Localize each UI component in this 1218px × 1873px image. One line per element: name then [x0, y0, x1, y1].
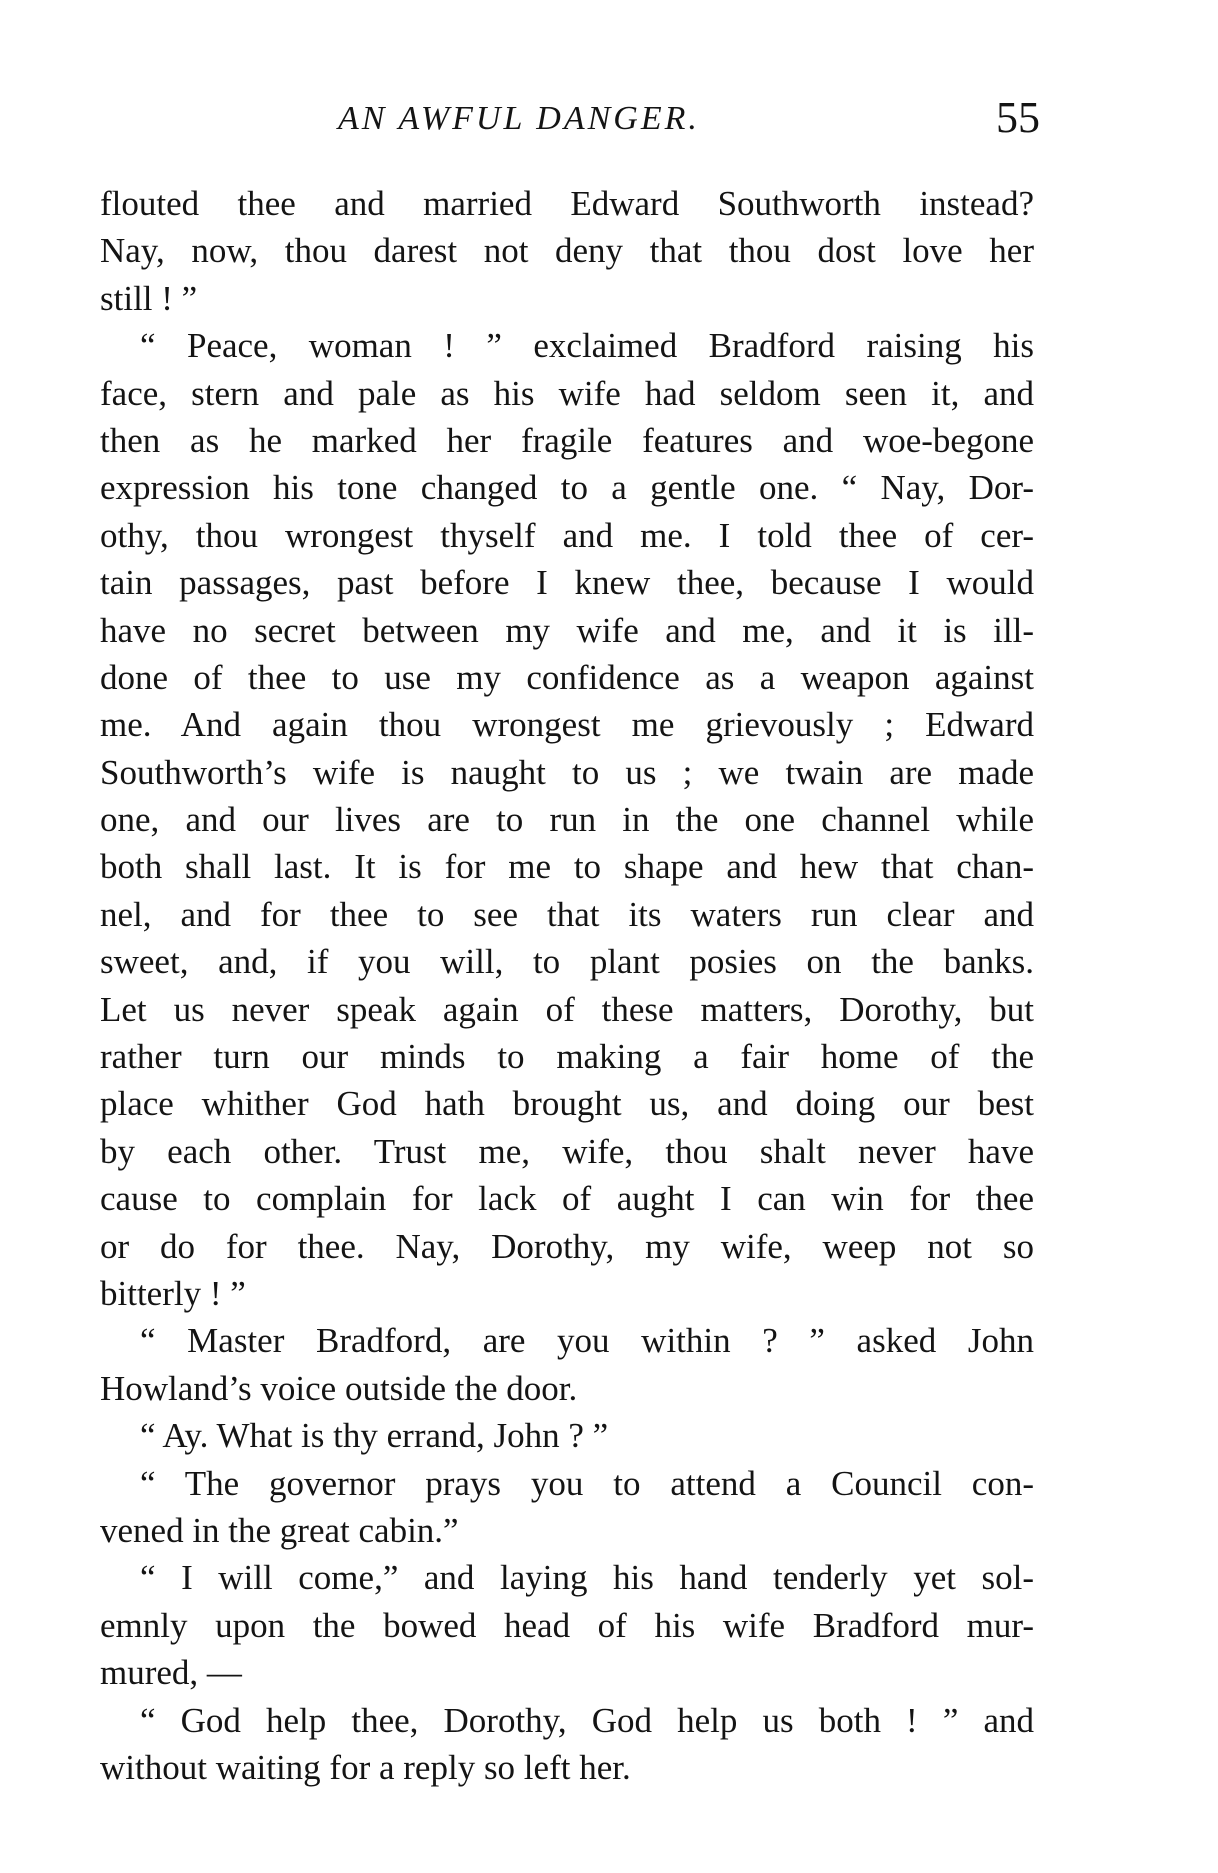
text-line: “ God help thee, Dorothy, God help us both ! ” and — [140, 1700, 1034, 1740]
text-line: flouted thee and married Edward Southworth instead? — [100, 184, 1034, 223]
text-line: place whither God hath brought us, and doing our best — [100, 1084, 1034, 1124]
text-line: have no secret between my wife and me, and it is ill- — [100, 610, 1034, 650]
text-line: rather turn our minds to making a fair home of the — [100, 1037, 1034, 1077]
text-line: done of thee to use my confidence as a weapon against — [100, 657, 1034, 697]
body-text — [100, 180, 1034, 1791]
running-title: AN AWFUL DANGER. — [338, 100, 700, 137]
text-line: sweet, and, if you will, to plant posies on the banks. — [100, 942, 1034, 982]
page-number: 55 — [996, 93, 1040, 142]
text-line: nel, and for thee to see that its waters run clear and — [100, 894, 1034, 934]
text-line: still ! ” — [100, 278, 198, 318]
running-head — [100, 92, 1040, 152]
text-line: “ Master Bradford, are you within ? ” asked John — [140, 1321, 1034, 1361]
text-line: “ I will come,” and laying his hand tenderly yet sol- — [140, 1558, 1034, 1598]
text-line: emnly upon the bowed head of his wife Bradford mur- — [100, 1605, 1034, 1645]
text-line: mured, — — [100, 1653, 242, 1693]
text-line: expression his tone changed to a gentle one. “ Nay, Dor- — [100, 468, 1034, 508]
text-line: bitterly ! ” — [100, 1273, 246, 1313]
text-line: Nay, now, thou darest not deny that thou dost love her — [100, 231, 1034, 271]
text-line: without waiting for a reply so left her. — [100, 1747, 631, 1787]
text-line: me. And again thou wrongest me grievously ; Edward — [100, 705, 1034, 745]
text-line: then as he marked her fragile features and woe-begone — [100, 420, 1034, 460]
text-line: both shall last. It is for me to shape and hew that chan- — [100, 847, 1034, 887]
text-line: or do for thee. Nay, Dorothy, my wife, weep not so — [100, 1226, 1034, 1266]
text-line: by each other. Trust me, wife, thou shalt never have — [100, 1131, 1034, 1171]
text-line: othy, thou wrongest thyself and me. I told thee of cer- — [100, 515, 1034, 555]
text-line: “ The governor prays you to attend a Council con- — [140, 1463, 1034, 1503]
text-line: cause to complain for lack of aught I can win for thee — [100, 1179, 1034, 1219]
text-line: vened in the great cabin.” — [100, 1510, 459, 1550]
text-line: face, stern and pale as his wife had seldom seen it, and — [100, 373, 1034, 413]
text-line: one, and our lives are to run in the one channel while — [100, 800, 1034, 840]
text-line: “ Ay. What is thy errand, John ? ” — [140, 1416, 609, 1456]
text-line: “ Peace, woman ! ” exclaimed Bradford raising his — [140, 326, 1034, 366]
text-line: tain passages, past before I knew thee, because I would — [100, 563, 1034, 603]
text-line: Let us never speak again of these matters, Dorothy, but — [100, 989, 1034, 1029]
text-line: Southworth’s wife is naught to us ; we twain are made — [100, 752, 1034, 792]
text-line: Howland’s voice outside the door. — [100, 1368, 578, 1408]
